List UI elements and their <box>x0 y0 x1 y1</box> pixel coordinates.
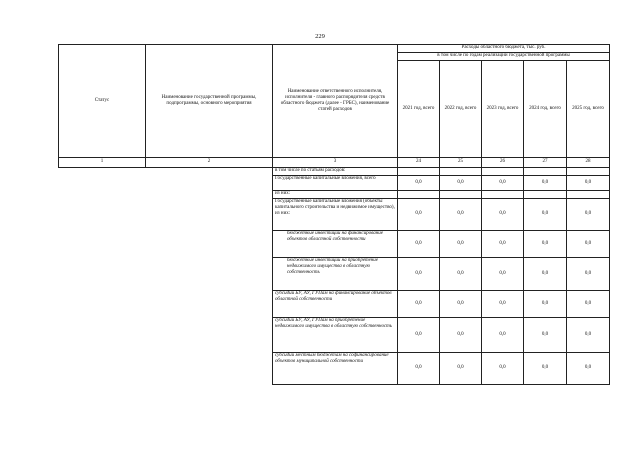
empty-cell <box>59 168 273 385</box>
value-cell: 0,0 <box>482 353 524 385</box>
value-cell: 0,0 <box>567 176 610 191</box>
value-cell: 0,0 <box>440 176 482 191</box>
column-number: 2 <box>146 158 273 168</box>
budget-table <box>58 44 610 385</box>
value-cell: 0,0 <box>567 199 610 231</box>
row-label: бюджетные инвестиции на приобретение недвижимого имущества в областную собственность <box>273 258 398 291</box>
row-label: субсидии БУ, АУ, ГУПам на финансирование объектов областной собственности <box>273 291 398 318</box>
value-cell <box>524 168 567 176</box>
value-cell: 0,0 <box>440 291 482 318</box>
value-cell <box>440 191 482 199</box>
column-number: 27 <box>524 158 567 168</box>
column-number: 25 <box>440 158 482 168</box>
value-cell: 0,0 <box>398 353 440 385</box>
value-cell: 0,0 <box>440 318 482 353</box>
value-cell: 0,0 <box>524 353 567 385</box>
row-label: субсидии БУ, АУ, ГУПам на приобретение недвижимого имущества в областную собственность <box>273 318 398 353</box>
header-year-2025: 2025 год, всего <box>567 61 610 158</box>
row-label: в том числе по статьям расходов: <box>273 168 398 176</box>
header-year-2023: 2023 год, всего <box>482 61 524 158</box>
value-cell <box>567 168 610 176</box>
value-cell <box>482 191 524 199</box>
value-cell: 0,0 <box>524 291 567 318</box>
value-cell: 0,0 <box>524 258 567 291</box>
value-cell: 0,0 <box>567 353 610 385</box>
row-label: Государственные капитальные вложения, всего <box>273 176 398 191</box>
header-year-2021: 2021 год, всего <box>398 61 440 158</box>
value-cell: 0,0 <box>398 231 440 258</box>
column-number: 1 <box>59 158 146 168</box>
value-cell: 0,0 <box>482 176 524 191</box>
row-label: из них: <box>273 191 398 199</box>
header-executor: Наименование ответственного исполнителя, исполнителя - главного распорядителя средств областного бюджета (далее - ГРБС), наименование статей расходов <box>273 45 398 158</box>
value-cell <box>440 168 482 176</box>
column-number-row <box>59 158 610 168</box>
value-cell: 0,0 <box>440 199 482 231</box>
value-cell: 0,0 <box>567 231 610 258</box>
value-cell: 0,0 <box>398 176 440 191</box>
header-program-name: Наименование государственной программы, подпрограммы, основного мероприятия <box>146 45 273 158</box>
value-cell: 0,0 <box>398 291 440 318</box>
value-cell: 0,0 <box>524 176 567 191</box>
value-cell <box>482 168 524 176</box>
value-cell <box>524 191 567 199</box>
value-cell <box>567 191 610 199</box>
row-label: субсидии местным бюджетам на софинансирование объектов муниципальной собственности <box>273 353 398 385</box>
value-cell: 0,0 <box>398 199 440 231</box>
header-year-2022: 2022 год, всего <box>440 61 482 158</box>
value-cell: 0,0 <box>524 318 567 353</box>
value-cell: 0,0 <box>482 258 524 291</box>
column-number: 24 <box>398 158 440 168</box>
value-cell: 0,0 <box>524 199 567 231</box>
value-cell <box>398 191 440 199</box>
table-row <box>59 168 610 176</box>
header-by-years: в том числе по годам реализации государственной программы <box>398 53 610 61</box>
column-number: 26 <box>482 158 524 168</box>
row-label: бюджетные инвестиции на финансирование объектов областной собственности <box>273 231 398 258</box>
header-status: Статус <box>59 45 146 158</box>
value-cell: 0,0 <box>440 231 482 258</box>
value-cell: 0,0 <box>567 318 610 353</box>
header-year-2024: 2024 год, всего <box>524 61 567 158</box>
column-number: 3 <box>273 158 398 168</box>
row-label: Государственные капитальные вложения (объекты капитального строительства и недвижимое имущество), из них: <box>273 199 398 231</box>
value-cell: 0,0 <box>398 318 440 353</box>
page-number: 229 <box>315 33 325 40</box>
value-cell: 0,0 <box>440 353 482 385</box>
value-cell: 0,0 <box>482 199 524 231</box>
value-cell: 0,0 <box>482 318 524 353</box>
value-cell: 0,0 <box>398 258 440 291</box>
value-cell: 0,0 <box>567 258 610 291</box>
value-cell: 0,0 <box>567 291 610 318</box>
value-cell: 0,0 <box>482 231 524 258</box>
value-cell: 0,0 <box>440 258 482 291</box>
value-cell: 0,0 <box>482 291 524 318</box>
value-cell: 0,0 <box>524 231 567 258</box>
value-cell <box>398 168 440 176</box>
header-expenses-title: Расходы областного бюджета, тыс. руб. <box>398 45 610 53</box>
column-number: 28 <box>567 158 610 168</box>
